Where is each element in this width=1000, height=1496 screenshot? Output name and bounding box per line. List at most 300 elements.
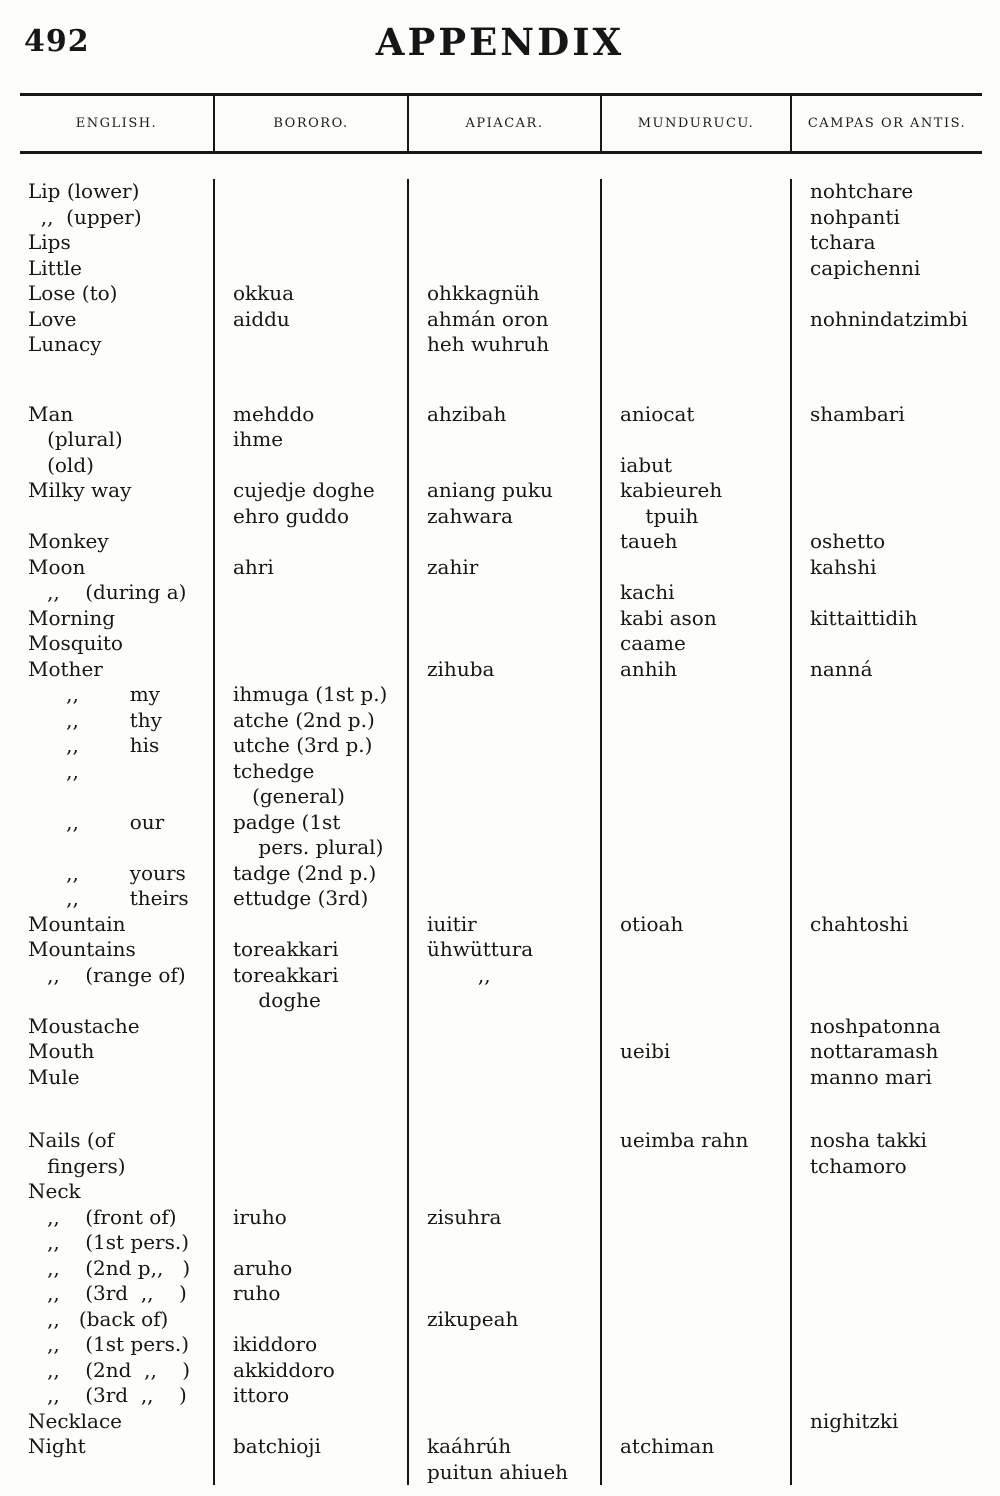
cell-apiacar bbox=[407, 606, 600, 632]
cell-apiacar: aniang puku bbox=[407, 478, 600, 504]
table-row bbox=[20, 504, 982, 530]
cell-bororo: ittoro bbox=[213, 1383, 407, 1409]
column-header-campas-or-antis: CAMPAS OR ANTIS. bbox=[790, 96, 982, 151]
cell-english: Lips bbox=[28, 230, 71, 254]
cell-bororo bbox=[213, 230, 407, 256]
cell-english: Man bbox=[28, 401, 74, 426]
table-row bbox=[20, 453, 982, 479]
cell-campas-or-antis bbox=[790, 281, 982, 307]
cell-mundurucu: anhih bbox=[600, 657, 790, 683]
cell-mundurucu: caame bbox=[600, 631, 790, 657]
cell-bororo bbox=[213, 453, 407, 479]
cell-mundurucu bbox=[600, 332, 790, 358]
cell-apiacar bbox=[407, 256, 600, 282]
cell-english: Monkey bbox=[28, 529, 109, 553]
cell-bororo: doghe bbox=[213, 988, 407, 1014]
page-title: APPENDIX bbox=[375, 20, 625, 64]
table-row bbox=[20, 1230, 982, 1256]
table-header-row bbox=[20, 96, 982, 154]
cell-bororo bbox=[213, 256, 407, 282]
cell-apiacar bbox=[407, 1014, 600, 1040]
table-row bbox=[20, 1281, 982, 1307]
cell-apiacar bbox=[407, 631, 600, 657]
cell-english bbox=[20, 1460, 213, 1486]
table-row bbox=[20, 256, 982, 282]
cell-bororo: utche (3rd p.) bbox=[213, 733, 407, 759]
cell-campas-or-antis: oshetto bbox=[790, 529, 982, 555]
cell-mundurucu bbox=[600, 1014, 790, 1040]
cell-english: ,, (2nd ,, ) bbox=[28, 1357, 191, 1382]
cell-apiacar bbox=[407, 1281, 600, 1307]
cell-mundurucu bbox=[600, 307, 790, 333]
cell-campas-or-antis bbox=[790, 1434, 982, 1460]
cell-mundurucu bbox=[600, 281, 790, 307]
cell-apiacar: zikupeah bbox=[407, 1307, 600, 1333]
table-row bbox=[20, 963, 982, 989]
cell-apiacar bbox=[407, 230, 600, 256]
cell-bororo: cujedje doghe bbox=[213, 478, 407, 504]
cell-english: ,, (3rd ,, ) bbox=[28, 1281, 187, 1305]
cell-apiacar: puitun ahiueh bbox=[407, 1460, 600, 1486]
table-row bbox=[20, 205, 982, 231]
cell-campas-or-antis bbox=[790, 784, 982, 810]
cell-mundurucu: iabut bbox=[600, 453, 790, 479]
cell-campas-or-antis bbox=[790, 810, 982, 836]
cell-campas-or-antis bbox=[790, 332, 982, 358]
cell-apiacar bbox=[407, 784, 600, 810]
cell-bororo: toreakkari bbox=[213, 963, 407, 989]
table-row bbox=[20, 835, 982, 861]
cell-english: Mountain bbox=[28, 911, 126, 936]
cell-campas-or-antis bbox=[790, 835, 982, 861]
table-spacer-row bbox=[20, 358, 982, 402]
cell-english: Neck bbox=[28, 1179, 81, 1203]
table-row bbox=[20, 1332, 982, 1358]
cell-mundurucu bbox=[600, 1409, 790, 1435]
cell-apiacar bbox=[407, 1256, 600, 1282]
table-row bbox=[20, 606, 982, 632]
cell-mundurucu: taueh bbox=[600, 529, 790, 555]
cell-mundurucu bbox=[600, 205, 790, 231]
cell-bororo: ihme bbox=[213, 427, 407, 453]
cell-bororo: aruho bbox=[213, 1256, 407, 1282]
cell-english: Night bbox=[28, 1434, 86, 1458]
cell-mundurucu bbox=[600, 1205, 790, 1231]
cell-apiacar: zihuba bbox=[407, 657, 600, 683]
cell-campas-or-antis bbox=[790, 861, 982, 887]
cell-apiacar bbox=[407, 1154, 600, 1180]
cell-apiacar: zahir bbox=[407, 555, 600, 581]
table-row bbox=[20, 332, 982, 358]
cell-campas-or-antis bbox=[790, 988, 982, 1014]
cell-apiacar bbox=[407, 1039, 600, 1065]
cell-english: ,, thy bbox=[28, 707, 162, 732]
column-header-apiacar: APIACAR. bbox=[407, 96, 600, 151]
cell-english: Moon bbox=[28, 554, 86, 579]
cell-english: ,, (1st pers.) bbox=[28, 1230, 190, 1254]
vocabulary-table bbox=[20, 93, 982, 1485]
cell-bororo bbox=[213, 1230, 407, 1256]
cell-apiacar bbox=[407, 759, 600, 785]
cell-bororo bbox=[213, 1460, 407, 1486]
table-row bbox=[20, 307, 982, 333]
table-body bbox=[20, 154, 982, 1485]
cell-english: Mosquito bbox=[28, 631, 123, 655]
cell-apiacar bbox=[407, 358, 600, 402]
table-row bbox=[20, 708, 982, 734]
cell-apiacar bbox=[407, 1230, 600, 1256]
cell-apiacar bbox=[407, 427, 600, 453]
cell-bororo: ahri bbox=[213, 555, 407, 581]
cell-campas-or-antis bbox=[790, 1090, 982, 1128]
cell-bororo: ettudge (3rd) bbox=[213, 886, 407, 912]
cell-campas-or-antis: capichenni bbox=[790, 256, 982, 282]
cell-campas-or-antis: nohtchare bbox=[790, 179, 982, 205]
table-row bbox=[20, 281, 982, 307]
cell-apiacar bbox=[407, 1128, 600, 1154]
cell-campas-or-antis bbox=[790, 759, 982, 785]
cell-campas-or-antis: kahshi bbox=[790, 555, 982, 581]
cell-apiacar bbox=[407, 733, 600, 759]
cell-bororo bbox=[213, 529, 407, 555]
cell-english: Nails (of bbox=[28, 1128, 115, 1152]
table-row bbox=[20, 861, 982, 887]
cell-campas-or-antis: nohnindatzimbi bbox=[790, 307, 982, 333]
cell-english: ,, his bbox=[28, 733, 160, 757]
cell-bororo bbox=[213, 332, 407, 358]
cell-campas-or-antis: manno mari bbox=[790, 1065, 982, 1091]
cell-mundurucu bbox=[600, 1256, 790, 1282]
cell-mundurucu bbox=[600, 1307, 790, 1333]
table-row bbox=[20, 1307, 982, 1333]
table-row bbox=[20, 1128, 982, 1154]
cell-english: ,, bbox=[28, 758, 79, 783]
cell-english: ,, our bbox=[28, 809, 165, 834]
cell-apiacar bbox=[407, 205, 600, 231]
cell-english: ,, yours bbox=[28, 860, 186, 885]
table-row bbox=[20, 657, 982, 683]
cell-apiacar bbox=[407, 682, 600, 708]
cell-english: (old) bbox=[28, 452, 94, 477]
cell-apiacar: zisuhra bbox=[407, 1205, 600, 1231]
cell-bororo: ruho bbox=[213, 1281, 407, 1307]
cell-mundurucu: otioah bbox=[600, 912, 790, 938]
cell-mundurucu bbox=[600, 988, 790, 1014]
cell-apiacar bbox=[407, 529, 600, 555]
cell-english: Milky way bbox=[28, 478, 132, 502]
cell-english: Mouth bbox=[28, 1039, 95, 1063]
table-row bbox=[20, 1383, 982, 1409]
cell-english: ,, (range of) bbox=[28, 962, 186, 987]
table-row bbox=[20, 1358, 982, 1384]
cell-apiacar bbox=[407, 580, 600, 606]
cell-apiacar bbox=[407, 1065, 600, 1091]
cell-bororo bbox=[213, 1065, 407, 1091]
cell-campas-or-antis bbox=[790, 1460, 982, 1486]
cell-apiacar: heh wuhruh bbox=[407, 332, 600, 358]
cell-english bbox=[20, 504, 213, 530]
table-row bbox=[20, 733, 982, 759]
cell-english: ,, (back of) bbox=[28, 1306, 169, 1331]
cell-bororo bbox=[213, 358, 407, 402]
cell-apiacar: ohkkagnüh bbox=[407, 281, 600, 307]
cell-mundurucu: kachi bbox=[600, 580, 790, 606]
cell-mundurucu bbox=[600, 230, 790, 256]
cell-english: Lunacy bbox=[28, 332, 102, 356]
cell-english bbox=[20, 784, 213, 810]
cell-english bbox=[20, 358, 213, 402]
cell-bororo: ihmuga (1st p.) bbox=[213, 682, 407, 708]
column-header-english: ENGLISH. bbox=[75, 116, 158, 131]
cell-apiacar bbox=[407, 179, 600, 205]
cell-mundurucu: kabi ason bbox=[600, 606, 790, 632]
cell-english bbox=[20, 835, 213, 861]
cell-mundurucu: aniocat bbox=[600, 402, 790, 428]
cell-campas-or-antis: shambari bbox=[790, 402, 982, 428]
cell-english: ,, (3rd ,, ) bbox=[28, 1383, 187, 1407]
cell-mundurucu bbox=[600, 555, 790, 581]
cell-bororo: toreakkari bbox=[213, 937, 407, 963]
cell-apiacar: ,, bbox=[407, 963, 600, 989]
cell-mundurucu bbox=[600, 179, 790, 205]
cell-campas-or-antis bbox=[790, 580, 982, 606]
cell-bororo bbox=[213, 631, 407, 657]
cell-campas-or-antis bbox=[790, 631, 982, 657]
cell-bororo bbox=[213, 1039, 407, 1065]
cell-campas-or-antis bbox=[790, 963, 982, 989]
table-row bbox=[20, 631, 982, 657]
table-row bbox=[20, 1014, 982, 1040]
table-row bbox=[20, 1434, 982, 1460]
cell-mundurucu: ueibi bbox=[600, 1039, 790, 1065]
cell-mundurucu bbox=[600, 1154, 790, 1180]
cell-campas-or-antis: tchara bbox=[790, 230, 982, 256]
table-row bbox=[20, 230, 982, 256]
table-row bbox=[20, 682, 982, 708]
cell-apiacar: kaáhrúh bbox=[407, 1434, 600, 1460]
cell-english: ,, (2nd p,, ) bbox=[28, 1255, 191, 1280]
table-row bbox=[20, 555, 982, 581]
cell-apiacar bbox=[407, 861, 600, 887]
cell-campas-or-antis bbox=[790, 358, 982, 402]
column-header-bororo: BORORO. bbox=[213, 96, 407, 151]
cell-campas-or-antis: kittaittidih bbox=[790, 606, 982, 632]
cell-mundurucu bbox=[600, 759, 790, 785]
table-row bbox=[20, 810, 982, 836]
cell-campas-or-antis bbox=[790, 453, 982, 479]
table-row bbox=[20, 1065, 982, 1091]
cell-english: Lose (to) bbox=[28, 281, 118, 305]
table-row bbox=[20, 1460, 982, 1486]
cell-bororo: ehro guddo bbox=[213, 504, 407, 530]
cell-mundurucu bbox=[600, 256, 790, 282]
table-row bbox=[20, 1039, 982, 1065]
cell-mundurucu bbox=[600, 886, 790, 912]
cell-apiacar: ühwüttura bbox=[407, 937, 600, 963]
cell-campas-or-antis bbox=[790, 478, 982, 504]
cell-campas-or-antis bbox=[790, 886, 982, 912]
cell-mundurucu bbox=[600, 1179, 790, 1205]
page-number: 492 bbox=[24, 24, 90, 59]
cell-bororo: iruho bbox=[213, 1205, 407, 1231]
cell-apiacar bbox=[407, 1090, 600, 1128]
cell-campas-or-antis bbox=[790, 1307, 982, 1333]
cell-english: Little bbox=[28, 255, 82, 280]
cell-apiacar bbox=[407, 1332, 600, 1358]
cell-campas-or-antis bbox=[790, 1179, 982, 1205]
cell-bororo: (general) bbox=[213, 784, 407, 810]
cell-english: Morning bbox=[28, 605, 116, 630]
cell-campas-or-antis: noshpatonna bbox=[790, 1014, 982, 1040]
table-row bbox=[20, 427, 982, 453]
cell-campas-or-antis: chahtoshi bbox=[790, 912, 982, 938]
cell-apiacar bbox=[407, 988, 600, 1014]
cell-mundurucu bbox=[600, 963, 790, 989]
table-row bbox=[20, 478, 982, 504]
cell-bororo: aiddu bbox=[213, 307, 407, 333]
cell-campas-or-antis: nosha takki bbox=[790, 1128, 982, 1154]
cell-campas-or-antis bbox=[790, 1332, 982, 1358]
cell-english: ,, theirs bbox=[28, 886, 189, 910]
cell-campas-or-antis bbox=[790, 708, 982, 734]
cell-english: Mountains bbox=[28, 937, 136, 961]
cell-campas-or-antis: nanná bbox=[790, 657, 982, 683]
cell-english: Mother bbox=[28, 656, 103, 681]
cell-bororo bbox=[213, 1014, 407, 1040]
cell-bororo: ikiddoro bbox=[213, 1332, 407, 1358]
cell-mundurucu: tpuih bbox=[600, 504, 790, 530]
table-row bbox=[20, 886, 982, 912]
table-row bbox=[20, 759, 982, 785]
cell-bororo: atche (2nd p.) bbox=[213, 708, 407, 734]
cell-bororo bbox=[213, 1154, 407, 1180]
cell-mundurucu bbox=[600, 784, 790, 810]
cell-apiacar bbox=[407, 835, 600, 861]
cell-apiacar bbox=[407, 1179, 600, 1205]
cell-mundurucu bbox=[600, 1358, 790, 1384]
table-row bbox=[20, 1179, 982, 1205]
cell-bororo: mehddo bbox=[213, 402, 407, 428]
table-row bbox=[20, 1409, 982, 1435]
cell-campas-or-antis: tchamoro bbox=[790, 1154, 982, 1180]
cell-apiacar bbox=[407, 1383, 600, 1409]
cell-english: Lip (lower) bbox=[28, 179, 140, 203]
table-row bbox=[20, 1205, 982, 1231]
table-row bbox=[20, 784, 982, 810]
cell-mundurucu bbox=[600, 861, 790, 887]
cell-campas-or-antis bbox=[790, 733, 982, 759]
cell-mundurucu bbox=[600, 835, 790, 861]
cell-english: Love bbox=[28, 306, 77, 331]
cell-campas-or-antis: nohpanti bbox=[790, 205, 982, 231]
cell-bororo: akkiddoro bbox=[213, 1358, 407, 1384]
cell-mundurucu bbox=[600, 682, 790, 708]
cell-english bbox=[20, 1090, 213, 1128]
cell-apiacar bbox=[407, 1409, 600, 1435]
cell-english: ,, (1st pers.) bbox=[28, 1332, 190, 1356]
cell-campas-or-antis bbox=[790, 937, 982, 963]
cell-bororo bbox=[213, 580, 407, 606]
cell-mundurucu bbox=[600, 1281, 790, 1307]
cell-campas-or-antis bbox=[790, 1205, 982, 1231]
cell-bororo: tadge (2nd p.) bbox=[213, 861, 407, 887]
table-row bbox=[20, 988, 982, 1014]
cell-mundurucu bbox=[600, 1065, 790, 1091]
cell-mundurucu: atchiman bbox=[600, 1434, 790, 1460]
cell-mundurucu bbox=[600, 1460, 790, 1486]
cell-bororo bbox=[213, 1128, 407, 1154]
cell-mundurucu bbox=[600, 708, 790, 734]
cell-bororo: batchioji bbox=[213, 1434, 407, 1460]
cell-campas-or-antis bbox=[790, 1230, 982, 1256]
cell-english: ,, (during a) bbox=[28, 580, 187, 604]
cell-apiacar bbox=[407, 810, 600, 836]
cell-mundurucu: kabieureh bbox=[600, 478, 790, 504]
cell-english: ,, (front of) bbox=[28, 1204, 177, 1229]
cell-campas-or-antis bbox=[790, 1383, 982, 1409]
cell-bororo: okkua bbox=[213, 281, 407, 307]
cell-campas-or-antis bbox=[790, 427, 982, 453]
cell-apiacar bbox=[407, 886, 600, 912]
cell-campas-or-antis bbox=[790, 504, 982, 530]
cell-mundurucu bbox=[600, 733, 790, 759]
cell-apiacar: zahwara bbox=[407, 504, 600, 530]
cell-campas-or-antis bbox=[790, 1358, 982, 1384]
cell-bororo bbox=[213, 1090, 407, 1128]
cell-bororo bbox=[213, 606, 407, 632]
cell-english: (plural) bbox=[28, 427, 123, 451]
table-row bbox=[20, 580, 982, 606]
cell-mundurucu: ueimba rahn bbox=[600, 1128, 790, 1154]
cell-english bbox=[20, 988, 213, 1014]
table-row bbox=[20, 912, 982, 938]
cell-mundurucu bbox=[600, 1383, 790, 1409]
cell-english: Moustache bbox=[28, 1013, 140, 1038]
cell-bororo bbox=[213, 179, 407, 205]
cell-mundurucu bbox=[600, 1230, 790, 1256]
cell-mundurucu bbox=[600, 1090, 790, 1128]
cell-bororo bbox=[213, 657, 407, 683]
cell-english: ,, my bbox=[28, 682, 160, 706]
table-row bbox=[20, 402, 982, 428]
cell-mundurucu bbox=[600, 937, 790, 963]
cell-campas-or-antis bbox=[790, 682, 982, 708]
cell-campas-or-antis bbox=[790, 1256, 982, 1282]
cell-english: Mule bbox=[28, 1064, 80, 1089]
cell-apiacar bbox=[407, 1358, 600, 1384]
cell-apiacar bbox=[407, 453, 600, 479]
cell-campas-or-antis bbox=[790, 1281, 982, 1307]
cell-mundurucu bbox=[600, 358, 790, 402]
cell-mundurucu bbox=[600, 427, 790, 453]
table-row bbox=[20, 179, 982, 205]
table-spacer-row bbox=[20, 1090, 982, 1128]
cell-apiacar: ahmán oron bbox=[407, 307, 600, 333]
table-row bbox=[20, 529, 982, 555]
cell-apiacar: iuitir bbox=[407, 912, 600, 938]
cell-bororo bbox=[213, 912, 407, 938]
cell-mundurucu bbox=[600, 1332, 790, 1358]
cell-bororo bbox=[213, 1179, 407, 1205]
cell-english: Necklace bbox=[28, 1408, 123, 1433]
cell-english: fingers) bbox=[28, 1153, 126, 1178]
cell-bororo: padge (1st bbox=[213, 810, 407, 836]
cell-english: ,, (upper) bbox=[28, 204, 142, 229]
cell-apiacar bbox=[407, 708, 600, 734]
cell-bororo bbox=[213, 205, 407, 231]
cell-bororo bbox=[213, 1409, 407, 1435]
cell-mundurucu bbox=[600, 810, 790, 836]
